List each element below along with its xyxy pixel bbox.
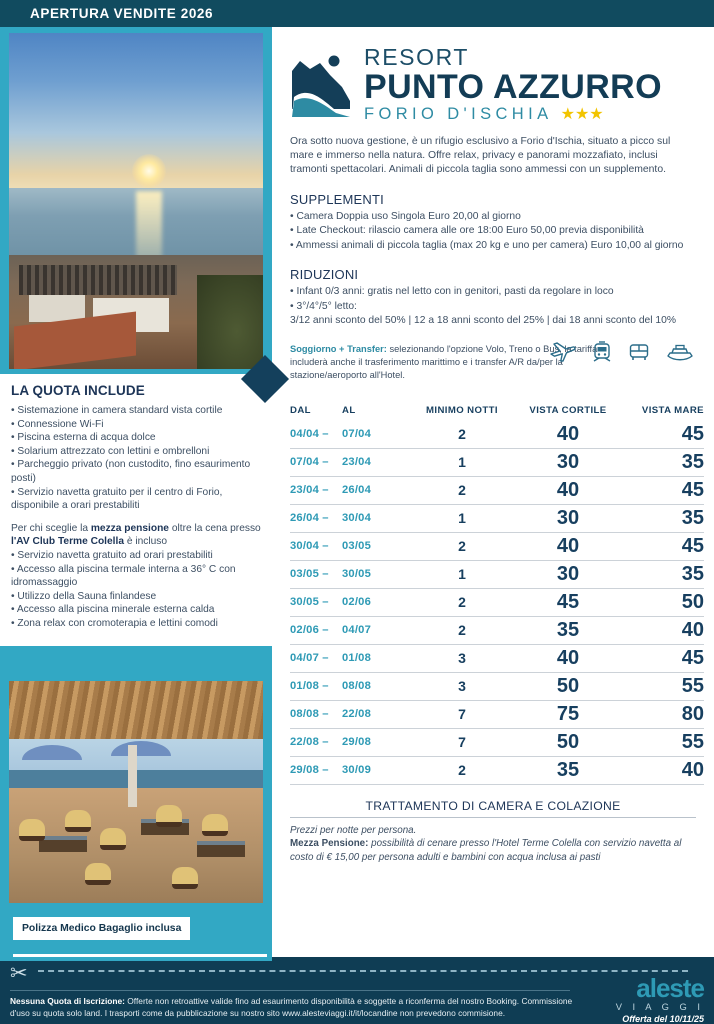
photo2-table [39,836,87,852]
cell-al: 04/07 [342,616,408,644]
note-rest: possibilità di cenare presso l'Hotel Terme Colella con servizio navetta al costo di € 15,00 per persona adulti e bambini con acqua inclusa ai pasti [290,838,682,863]
page-footer [0,957,714,1024]
cell-al: 02/06 [342,588,408,616]
table-row [290,616,704,644]
photo2-chair [19,819,45,841]
insurance-badge-medical: Polizza Medico Bagaglio inclusa [13,917,190,940]
offer-date: Offerta del 10/11/25 [622,1014,704,1024]
table-row [290,504,704,532]
campaign-title: APERTURA VENDITE 2026 [30,6,214,21]
price-table [290,405,704,785]
table-row [290,728,704,756]
cell-dal: 02/06 – [290,616,342,644]
cell-al: 30/04 [342,504,408,532]
supplementi-item: • Ammessi animali di piccola taglia (max 20 kg e uno per camera) Euro 10,00 al giorno [290,239,684,251]
spacer [11,513,261,522]
table-row [290,560,704,588]
mezza-item: • Accesso alla piscina termale interna a 36° C con idromassaggio [11,563,236,589]
cell-minimo-notti: 2 [408,756,516,784]
supplementi-heading: SUPPLEMENTI [290,191,384,207]
col-minimo-notti: MINIMO NOTTI [426,404,498,416]
cell-vista-mare: 35 [620,448,704,476]
quota-item: • Parcheggio privato (non custodito, fino esaurimento posti) [11,459,251,484]
cell-vista-cortile: 50 [516,728,620,756]
photo2-table [197,841,245,857]
pergola-restaurant-terrace-photo [9,681,263,903]
agency-name: aleste [636,973,704,1003]
note-line-1: Prezzi per notte per persona. [290,824,417,836]
cell-vista-cortile: 40 [516,421,620,449]
supplementi-item: • Late Checkout: rilascio camera alle ore 18:00 Euro 50,00 previa disponibilità [290,225,644,237]
cell-dal: 07/04 – [290,448,342,476]
photo-sun [132,154,166,188]
cell-vista-mare: 55 [620,728,704,756]
photo2-chair [156,805,182,827]
cell-minimo-notti: 7 [408,728,516,756]
hotel-logo [290,45,704,131]
top-banner [0,0,714,27]
riduzioni-item: • Infant 0/3 anni: gratis nel letto con in genitori, pasti da regolare in loco [290,286,614,298]
price-table-header [290,405,704,421]
footer-teal-strip [0,957,272,961]
cell-al: 29/08 [342,728,408,756]
quota-item: • Connessione Wi-Fi [11,418,104,430]
star-rating-icon: ★★★ [560,106,604,123]
note-bold: Mezza Pensione: [290,838,369,850]
treatment-title: TRATTAMENTO DI CAMERA E COLAZIONE [290,799,696,818]
mezza-item: • Accesso alla piscina minerale esterna calda [11,604,215,616]
photo2-column [128,745,137,807]
logo-location-text: FORIO D'ISCHIA [364,105,552,123]
table-row [290,756,704,784]
cell-vista-cortile: 35 [516,616,620,644]
mezza-text-1: Per chi sceglie la [11,522,91,534]
hotel-description: Ora sotto nuova gestione, è un rifugio esclusivo a Forio d'Ischia, situato a picco sul mare e immerso nella natura. Offre relax, privacy e panorami mozzafiato, inclusi tramonti spettacolari. Animali di piccola taglia sono ammessi con un supplemento. [290,136,671,176]
photo-sun-reflection [136,191,162,265]
mezza-pensione-intro [11,522,261,549]
mezza-item: • Servizio navetta gratuito ad orari prestabiliti [11,549,213,561]
cell-dal: 22/08 – [290,728,342,756]
footer-terms-bold: Nessuna Quota di Iscrizione: [10,996,125,1006]
cell-minimo-notti: 1 [408,560,516,588]
cell-vista-mare: 40 [620,756,704,784]
table-row [290,700,704,728]
transfer-body: selezionando l'opzione Volo, Treno o Bus, la tariffa includerà anche il trasferimento marittimo e i transfer A/R da/per la stazione/aeroporto all'Hotel. [290,343,598,380]
cell-vista-cortile: 50 [516,672,620,700]
cell-minimo-notti: 3 [408,644,516,672]
logo-location [364,104,662,125]
cell-vista-cortile: 75 [516,700,620,728]
photo2-chair [100,828,126,850]
photo2-chair [65,810,91,832]
quota-item: • Sistemazione in camera standard vista cortile [11,405,223,416]
cell-minimo-notti: 7 [408,700,516,728]
table-row [290,476,704,504]
cell-al: 08/08 [342,672,408,700]
bus-icon [628,341,650,363]
photo-people [19,265,176,295]
table-row [290,672,704,700]
table-row [290,588,704,616]
transfer-label: Soggiorno + Transfer: [290,343,387,354]
agency-logo [616,975,704,1024]
mezza-item: • Utilizzo della Sauna finlandese [11,590,157,602]
cell-minimo-notti: 1 [408,448,516,476]
quota-list [11,404,261,513]
footer-terms-text: Offerte non retroattive valide fino ad esaurimento disponibilità e soggette a riconferma del nostro Booking. Commissione d'uso su quota solo land. I trasporti come da pubblicazione su nostro sito www.alesteviaggi.it/it/locandine non prevedono commisione. [10,996,573,1018]
logo-wordmark [364,45,662,125]
logo-hotel-name: PUNTO AZZURRO [364,68,662,106]
table-row [290,421,704,449]
cell-dal: 26/04 – [290,504,342,532]
cell-vista-mare: 55 [620,672,704,700]
plane-icon [550,341,576,363]
cell-vista-cortile: 30 [516,560,620,588]
photo-vegetation [197,275,263,369]
scissors-icon: ✂ [10,962,28,985]
train-icon [592,341,612,363]
cell-vista-cortile: 30 [516,504,620,532]
left-sidebar [0,27,272,957]
cell-dal: 08/08 – [290,700,342,728]
cell-al: 22/08 [342,700,408,728]
riduzioni-item: 3/12 anni sconto del 50% | 12 a 18 anni sconto del 25% | dai 18 anni sconto del 10% [290,315,677,327]
mezza-pensione-list [11,549,261,631]
table-row [290,644,704,672]
col-al: AL [342,404,356,416]
quota-include-panel [0,374,272,646]
supplementi-list [290,210,696,254]
cell-minimo-notti: 2 [408,476,516,504]
riduzioni-heading: RIDUZIONI [290,267,359,283]
cell-minimo-notti: 3 [408,672,516,700]
note-line-2 [290,837,696,864]
quota-item: • Solarium attrezzato con lettini e ombrelloni [11,445,210,457]
price-notes [290,824,696,865]
cell-vista-cortile: 30 [516,448,620,476]
col-dal: DAL [290,404,311,416]
cell-minimo-notti: 2 [408,532,516,560]
mezza-bold-1: mezza pensione [90,522,169,534]
photo2-pergola [9,681,263,739]
photo2-chair [172,867,198,889]
cell-dal: 30/04 – [290,532,342,560]
cell-al: 07/04 [342,421,408,449]
cell-vista-mare: 45 [620,644,704,672]
cell-vista-mare: 35 [620,504,704,532]
cell-minimo-notti: 2 [408,588,516,616]
cell-dal: 03/05 – [290,560,342,588]
table-row [290,448,704,476]
photo2-chair [202,814,228,836]
cell-al: 03/05 [342,532,408,560]
cliff-wave-logo-icon [290,53,352,117]
cell-dal: 04/04 – [290,421,342,449]
ferry-icon [666,342,694,362]
cell-vista-mare: 80 [620,700,704,728]
cell-vista-mare: 50 [620,588,704,616]
cell-al: 30/09 [342,756,408,784]
cell-vista-mare: 45 [620,532,704,560]
cell-dal: 23/04 – [290,476,342,504]
cell-dal: 30/05 – [290,588,342,616]
footer-rule [10,990,570,991]
cell-vista-cortile: 45 [516,588,620,616]
cell-vista-mare: 35 [620,560,704,588]
agency-subtitle: V I A G G I [615,1001,704,1012]
cell-al: 23/04 [342,448,408,476]
logo-eyebrow: RESORT [364,44,470,70]
transfer-icon-row [550,341,694,363]
cell-vista-cortile: 40 [516,644,620,672]
cut-line [38,970,688,972]
cell-al: 30/05 [342,560,408,588]
footer-terms [10,995,580,1019]
cell-minimo-notti: 1 [408,504,516,532]
quota-heading: LA QUOTA INCLUDE [11,383,145,398]
quota-item: • Servizio navetta gratuito per il centro di Forio, disponibile a orari prestabiliti [11,486,223,512]
riduzioni-item: • 3°/4°/5° letto: [290,300,357,312]
cell-vista-mare: 45 [620,421,704,449]
mezza-text-2: oltre la cena presso [168,522,261,534]
col-vista-mare: VISTA MARE [641,404,704,416]
riduzioni-list [290,285,696,329]
mezza-item: • Zona relax con cromoterapia e lettini comodi [11,617,218,629]
cell-dal: 29/08 – [290,756,342,784]
sunset-sea-terrace-photo [9,33,263,369]
cell-al: 26/04 [342,476,408,504]
mezza-bold-2: l'AV Club Terme Colella [11,536,124,548]
col-vista-cortile: VISTA CORTILE [529,404,607,416]
cell-vista-cortile: 40 [516,532,620,560]
cell-vista-mare: 40 [620,616,704,644]
cell-dal: 01/08 – [290,672,342,700]
photo2-chair [85,863,111,885]
cell-al: 01/08 [342,644,408,672]
price-table-body [290,421,704,785]
table-row [290,532,704,560]
quota-item: • Piscina esterna di acqua dolce [11,432,156,444]
cell-dal: 04/07 – [290,644,342,672]
cell-minimo-notti: 2 [408,421,516,449]
cell-vista-cortile: 35 [516,756,620,784]
cell-vista-cortile: 40 [516,476,620,504]
cell-minimo-notti: 2 [408,616,516,644]
cell-vista-mare: 45 [620,476,704,504]
mezza-text-3: è incluso [124,536,168,548]
table-header-row [290,405,704,421]
transfer-block [290,343,696,383]
main-content [272,27,714,957]
supplementi-item: • Camera Doppia uso Singola Euro 20,00 al giorno [290,210,521,222]
